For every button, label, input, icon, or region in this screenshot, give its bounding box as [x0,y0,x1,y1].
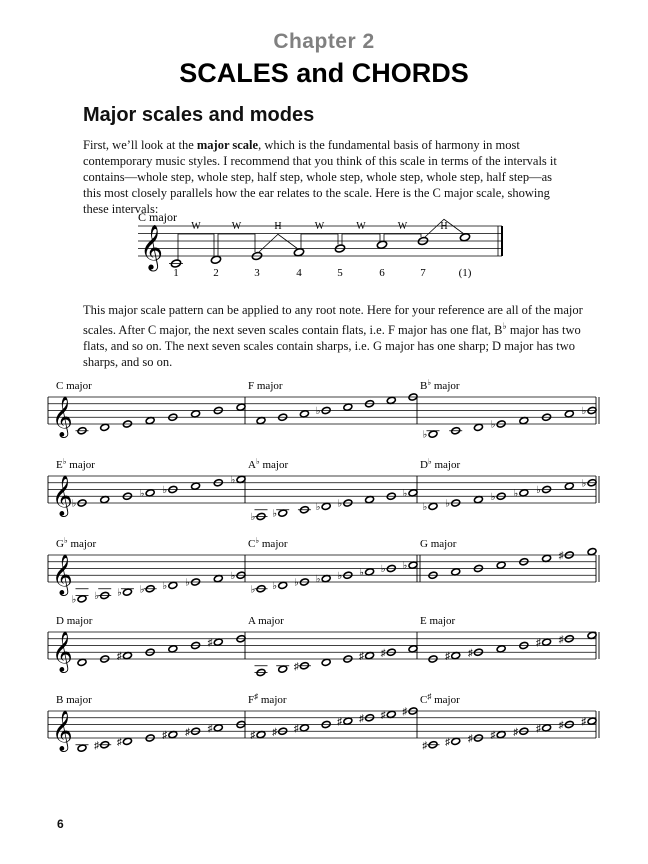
whole-note [278,509,288,517]
whole-note [519,558,529,566]
treble-clef: 𝄞 [52,397,73,436]
whole-note [77,499,87,507]
sharp-accidental: ♯ [445,736,451,748]
whole-note [386,710,396,718]
interval-label: H [440,221,448,232]
sharp-accidental: ♯ [337,716,343,728]
sharp-accidental: ♯ [293,723,299,735]
whole-step-bracket [342,234,380,245]
flat-accidental: ♭ [513,488,519,500]
scale-title: C major [56,380,92,392]
flat-sign: ♭ [502,321,507,331]
whole-note [321,406,331,414]
whole-note [519,489,529,497]
flat-accidental: ♭ [536,485,541,496]
whole-note [519,417,529,425]
flat-accidental: ♭ [71,498,77,510]
whole-note [256,585,266,593]
flat-accidental: ♭ [490,419,496,431]
whole-note [365,400,375,408]
flat-accidental: ♭ [422,429,428,441]
whole-note [213,406,223,414]
scale-title: B major [56,694,92,706]
whole-note [168,413,178,421]
scale-title: F♯ major [248,692,287,706]
whole-note [408,561,418,569]
sharp-accidental: ♯ [293,661,299,673]
interval-label: W [397,221,408,232]
flat-accidental: ♭ [315,574,321,586]
flat-accidental: ♭ [445,498,451,510]
intro-text-start: First, we’ll look at the [83,138,197,152]
sharp-accidental: ♯ [380,709,386,721]
whole-note [365,568,375,576]
whole-note [293,248,304,257]
chapter-label: Chapter 2 [273,30,375,53]
whole-note [300,506,310,514]
page-number: 6 [57,817,64,831]
whole-note [100,591,110,599]
whole-step-bracket [218,234,255,256]
whole-note [123,420,133,428]
flat-accidental: ♭ [337,498,343,510]
interval-label: W [191,221,201,232]
whole-note [123,492,133,500]
sharp-accidental: ♯ [185,726,191,738]
whole-note [587,717,597,725]
sharp-accidental: ♯ [536,723,542,735]
whole-note [278,581,288,589]
whole-note [451,737,461,745]
whole-note [191,641,201,649]
flat-accidental: ♭ [422,501,428,513]
scale-title: D major [56,615,93,627]
whole-note [376,240,387,249]
whole-note [519,641,529,649]
whole-note [145,417,155,425]
flat-accidental: ♭ [230,474,236,486]
whole-note [278,413,288,421]
whole-note [100,655,110,663]
whole-note [236,475,246,483]
scale-title: E♭ major [56,457,95,471]
whole-note [496,561,506,569]
interval-label: W [356,221,366,232]
whole-note [256,668,266,676]
whole-note [343,655,353,663]
sharp-accidental: ♯ [162,730,168,742]
section-heading: Major scales and modes [83,104,315,126]
whole-note [77,744,87,752]
whole-note [77,427,87,435]
whole-note [386,492,396,500]
flat-accidental: ♭ [250,512,256,523]
interval-label: W [314,221,325,232]
sharp-accidental: ♯ [116,651,122,663]
whole-note [168,485,178,493]
whole-note [343,571,353,579]
interval-label: H [274,221,282,232]
scale-degree-label: 2 [213,267,219,279]
whole-note [236,635,246,643]
whole-note [123,652,133,660]
whole-note [474,496,484,504]
whole-note [365,652,375,660]
sharp-accidental: ♯ [558,720,564,731]
flat-accidental: ♭ [490,491,496,503]
whole-note [123,737,133,745]
whole-note [408,645,418,653]
whole-note [100,423,110,431]
flat-accidental: ♭ [139,584,145,596]
scale-title: B♭ major [420,378,460,392]
intro-text-end: , which is the fundamental basis of harmony in most contemporary music styles. I recommend that you think of this scale in terms of the intervals it contains—whole step, whole step, half step, whole step, whole step, whole step, half step—as this most closely parallels how the ear relates to the scale. Here is the C major scale, showing these intervals: [83,138,557,216]
whole-note [408,707,418,715]
scale-title: A♭ major [248,457,289,471]
whole-note [474,423,484,431]
whole-note [236,571,246,579]
flat-accidental: ♭ [315,406,321,417]
sharp-accidental: ♯ [513,726,519,738]
whole-note [213,638,223,646]
flat-accidental: ♭ [581,406,587,417]
scale-degree-label: 3 [254,267,260,279]
flat-accidental: ♭ [71,594,77,606]
flat-accidental: ♭ [272,580,278,592]
sharp-accidental: ♯ [380,647,386,659]
whole-note [256,731,266,739]
flat-accidental: ♭ [230,570,236,582]
sharp-accidental: ♯ [422,740,428,752]
whole-note [459,233,470,242]
whole-note [343,403,353,411]
flat-accidental: ♭ [402,488,408,500]
whole-note [145,648,155,656]
whole-note [343,717,353,725]
whole-note [428,655,438,663]
scales-intro-text-2: major has two flats, and so on. The next seven scales contain sharps, i.e. G major has one sharp; D major has two sharps, and so on. [83,323,581,370]
whole-note [519,727,529,735]
whole-note [77,658,87,666]
whole-note [278,665,288,673]
treble-clef: 𝄞 [52,711,73,750]
whole-note [236,720,246,728]
whole-note [451,499,461,507]
sharp-accidental: ♯ [207,637,213,649]
flat-accidental: ♭ [185,577,190,589]
sharp-accidental: ♯ [207,723,213,735]
sharp-accidental: ♯ [272,726,278,738]
whole-note [564,551,574,559]
scale-degree-label: 7 [420,267,426,279]
sharp-accidental: ♯ [558,634,564,646]
scales-intro-paragraph [83,302,583,370]
whole-note [300,662,310,670]
whole-note [278,727,288,735]
whole-note [168,581,178,589]
whole-note [542,413,552,421]
sharp-accidental: ♯ [445,651,451,663]
whole-note [542,724,552,732]
whole-note [191,410,201,418]
whole-step-bracket [384,234,421,241]
intro-bold-term: major scale [196,138,259,152]
whole-note [386,396,396,404]
scale-title: G major [420,538,457,550]
sharp-accidental: ♯ [94,740,100,752]
whole-note [191,482,201,490]
flat-accidental: ♭ [162,485,168,496]
whole-note [474,734,484,742]
whole-note [213,479,223,487]
sharp-accidental: ♯ [467,733,473,745]
whole-note [451,568,461,576]
whole-note [542,554,552,562]
sharp-accidental: ♯ [467,647,473,659]
treble-clef: 𝄞 [52,632,73,671]
whole-note [428,502,438,510]
whole-note [145,489,155,497]
flat-accidental: ♭ [294,577,299,589]
whole-note [564,720,574,728]
half-step-bracket [259,234,297,252]
whole-note [145,734,155,742]
scale-degree-label: (1) [458,267,472,279]
whole-note [386,564,396,572]
scale-title: E major [420,615,456,627]
scale-title: C♯ major [420,692,460,706]
whole-note [213,724,223,732]
sharp-accidental: ♯ [359,651,365,663]
scale-degree-label: 4 [296,267,302,279]
whole-note [474,564,484,572]
chapter-title: SCALES and CHORDS [179,58,469,88]
whole-note [428,571,438,579]
flat-accidental: ♭ [337,570,343,582]
whole-note [191,727,201,735]
interval-label: W [231,221,242,232]
whole-note [300,410,310,418]
scale-degree-label: 5 [337,267,343,279]
whole-note [542,638,552,646]
flat-accidental: ♭ [581,478,587,490]
whole-note [145,585,155,593]
scale-title: C♭ major [248,536,288,550]
flat-accidental: ♭ [250,584,256,596]
whole-note [408,489,418,497]
whole-note [451,652,461,660]
whole-note [256,417,266,425]
whole-note [168,731,178,739]
whole-note [77,595,87,603]
whole-note [564,635,574,643]
whole-note [542,485,552,493]
whole-note [496,645,506,653]
flat-accidental: ♭ [380,564,386,575]
c-major-interval-example [0,0,648,300]
whole-note [587,548,597,556]
treble-clef: 𝄞 [140,226,164,269]
whole-note [451,427,461,435]
sharp-accidental: ♯ [558,550,564,562]
whole-note [428,430,438,438]
whole-note [428,741,438,749]
flat-accidental: ♭ [139,488,145,500]
flat-accidental: ♭ [272,508,278,520]
whole-note [564,482,574,490]
whole-note [321,575,331,583]
flat-accidental: ♭ [315,501,321,513]
whole-note [100,741,110,749]
scales-intro-text-1: This major scale pattern can be applied to any root note. Here for your reference are all of the major scales. After C major, the next seven scales contain flats, i.e. F major has one flat, B [83,303,583,338]
whole-note [168,645,178,653]
scale-title: G♭ major [56,536,97,550]
whole-note [587,406,597,414]
whole-note [100,496,110,504]
sharp-accidental: ♯ [581,716,587,728]
whole-note [256,512,266,520]
scale-title: A major [248,615,284,627]
example-title: C major [138,210,177,224]
whole-note [321,720,331,728]
whole-note [236,403,246,411]
treble-clef: 𝄞 [52,555,73,594]
whole-note [300,578,310,586]
sharp-accidental: ♯ [490,730,496,742]
whole-note [496,731,506,739]
sharp-accidental: ♯ [536,637,542,649]
whole-note [496,420,506,428]
sharp-accidental: ♯ [359,713,365,725]
whole-note [496,492,506,500]
whole-note [123,588,133,596]
whole-note [408,393,418,401]
treble-clef: 𝄞 [52,476,73,515]
whole-note [564,410,574,418]
whole-note [343,499,353,507]
flat-accidental: ♭ [117,587,122,599]
sharp-accidental: ♯ [402,706,408,718]
whole-note [386,648,396,656]
flat-accidental: ♭ [402,560,408,572]
whole-note [365,496,375,504]
whole-note [587,479,597,487]
whole-note [321,502,331,510]
scale-degree-label: 1 [173,267,179,279]
flat-accidental: ♭ [94,591,100,602]
whole-note [587,631,597,639]
sharp-accidental: ♯ [250,730,256,742]
scale-degree-label: 6 [379,267,385,279]
scale-title: D♭ major [420,457,461,471]
scale-title: F major [248,380,283,392]
flat-accidental: ♭ [162,580,168,592]
whole-note [474,648,484,656]
flat-accidental: ♭ [359,567,364,579]
whole-note [191,578,201,586]
whole-note [300,724,310,732]
whole-note [210,255,221,264]
sharp-accidental: ♯ [116,736,122,748]
whole-note [365,714,375,722]
whole-note [213,575,223,583]
whole-note [321,658,331,666]
